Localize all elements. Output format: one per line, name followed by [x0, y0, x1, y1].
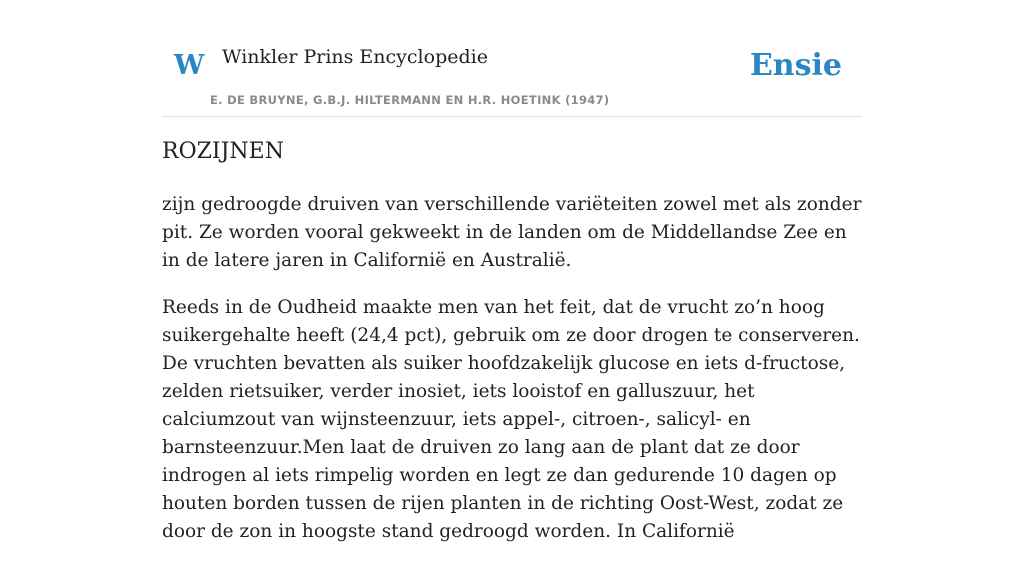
- publication-title[interactable]: Winkler Prins Encyclopedie: [222, 46, 488, 68]
- article-paragraph: zijn gedroogde druiven van verschillende variëteiten zowel met als zonder pit. Ze worden vooral gekweekt in de landen om de Middellandse Zee en in de latere jaren in Californië en Australië.: [162, 193, 862, 271]
- page-header: [162, 0, 862, 117]
- article-title: ROZIJNEN: [162, 139, 284, 164]
- publication-logo[interactable]: W: [174, 50, 205, 81]
- publication-authors: E. DE BRUYNE, G.B.J. HILTERMANN EN H.R. HOETINK (1947): [210, 93, 610, 107]
- ensie-logo-link[interactable]: Ensie: [749, 48, 842, 83]
- article: [162, 138, 862, 565]
- article-paragraph: Reeds in de Oudheid maakte men van het feit, dat de vrucht zo’n hoog suikergehalte heeft (24,4 pct), gebruik om ze door drogen te conserveren. De vruchten bevatten als suiker hoofdzakelijk glucose en iets d-fructose, zelden rietsuiker, verder inosiet, iets looistof en galluszuur, het calciumzout van wijnsteenzuur, iets appel-, citroen-, salicyl- en barnsteenzuur.Men laat de druiven zo lang aan de plant dat ze door indrogen al iets rimpelig worden en legt ze dan gedurende 10 dagen op houten borden tussen de rijen planten in de richting Oost-West, zodat ze door de zon in hoogste stand gedroogd worden. In Californië: [162, 296, 860, 542]
